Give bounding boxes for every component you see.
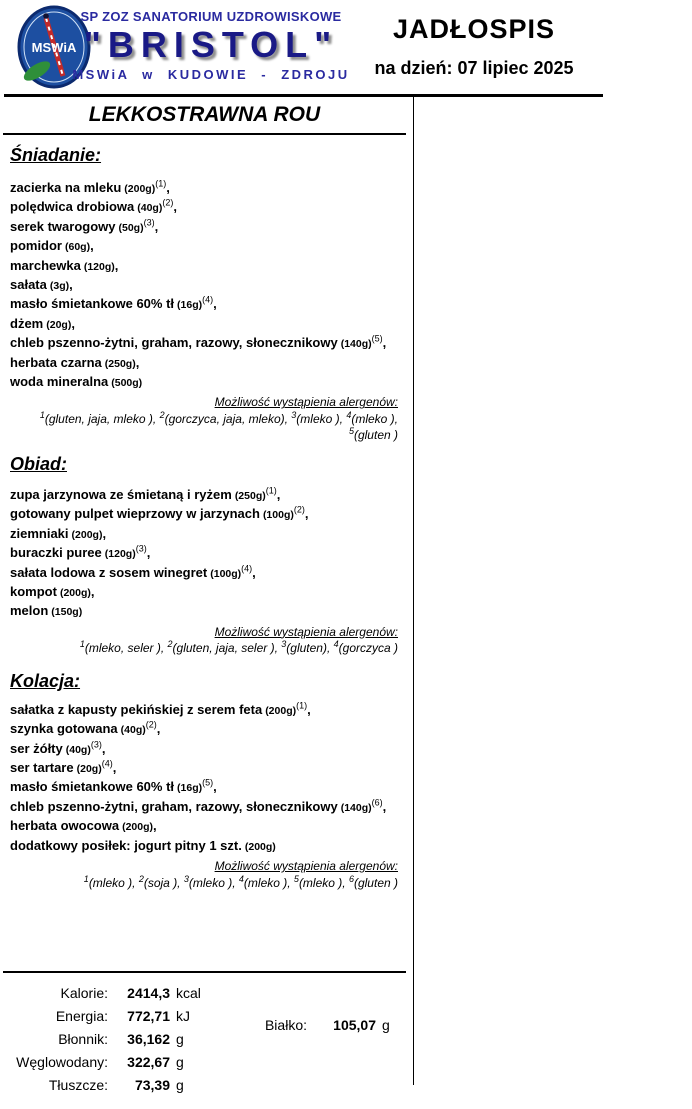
menu-item (10, 583, 406, 602)
item-separator: , (213, 779, 217, 795)
allergen-text: (mleko ), (188, 875, 239, 890)
item-portion: (200g) (59, 587, 91, 599)
menu-item (10, 295, 406, 314)
meal-item-list (10, 179, 406, 392)
allergen-ref: (3) (90, 739, 102, 750)
allergen-entry (348, 873, 398, 890)
item-separator: , (135, 354, 140, 370)
nutrition-row-protein (255, 1014, 390, 1037)
allergen-entry (346, 409, 398, 426)
allergen-text: (gluten, jaja, seler ), (172, 641, 282, 656)
item-separator: , (156, 721, 161, 737)
allergen-entry (138, 873, 184, 890)
nutrition-value: 36,162 (127, 1031, 170, 1047)
allergen-list (3, 411, 398, 444)
nutrition-value: 772,71 (127, 1008, 170, 1024)
allergen-ref: (2) (162, 198, 174, 209)
item-name: zupa jarzynowa ze śmietaną i ryżem (10, 486, 232, 502)
allergen-entry (238, 873, 294, 890)
item-portion: (200g) (122, 821, 154, 834)
item-separator: , (112, 760, 117, 776)
item-portion: (200g) (71, 528, 103, 541)
allergen-entry (183, 873, 239, 890)
allergen-number: 5 (293, 873, 299, 884)
vertical-column-divider (413, 97, 414, 1085)
nutrition-row (3, 982, 406, 1005)
nutrition-rows (3, 982, 406, 1097)
item-name: sałata (10, 277, 47, 293)
item-name: buraczki puree (10, 545, 102, 561)
item-portion: (100g) (262, 509, 294, 522)
item-name: herbata owocowa (10, 818, 120, 834)
meal-item-list (10, 486, 406, 622)
nutrition-summary (3, 971, 406, 1097)
item-separator: , (71, 315, 75, 331)
menu-item (10, 257, 406, 276)
allergen-number: 2 (138, 873, 144, 884)
allergen-text: (mleko ), (296, 411, 347, 426)
allergen-number: 3 (183, 873, 189, 884)
allergen-ref: (2) (145, 719, 157, 730)
nutrition-value: 322,67 (127, 1054, 170, 1070)
item-separator: , (166, 180, 170, 195)
item-portion: (150g) (51, 606, 83, 619)
allergen-number: 3 (281, 639, 287, 650)
item-name: pomidor (10, 238, 62, 254)
nutrition-row (3, 1051, 406, 1074)
allergen-ref: (6) (371, 797, 383, 808)
item-separator: , (252, 564, 256, 580)
allergen-ref: (1) (265, 485, 277, 496)
allergen-entry (168, 641, 282, 655)
allergen-block (3, 624, 398, 657)
allergen-entry (83, 873, 139, 890)
item-name: sałatka z kapusty pekińskiej z serem feta (10, 701, 263, 717)
menu-item (10, 315, 406, 334)
allergen-text: (mleko ), (351, 411, 398, 426)
page-title: JADŁOSPIS (392, 14, 556, 44)
allergen-entry (80, 641, 168, 655)
item-name: woda mineralna (10, 374, 109, 390)
item-separator: , (382, 798, 387, 814)
menu-column (3, 100, 406, 891)
meal-section-lunch (3, 452, 406, 657)
allergen-entry (293, 873, 349, 890)
allergen-number: 1 (39, 409, 45, 420)
item-portion: (16g) (177, 782, 203, 795)
meal-section-breakfast (3, 143, 406, 444)
item-portion: (120g) (104, 548, 136, 561)
item-name: kompot (10, 584, 57, 599)
allergen-text: (gluten ) (353, 428, 398, 443)
item-portion: (50g) (118, 221, 144, 234)
item-separator: , (69, 277, 73, 293)
meal-heading: Obiad: (10, 453, 67, 474)
item-name: chleb pszenno-żytni, graham, razowy, słonecznikowy (10, 798, 338, 814)
allergen-number: 5 (348, 426, 354, 437)
item-name: masło śmietankowe 60% tł (10, 779, 175, 795)
organization-block (66, 9, 356, 82)
menu-item (10, 817, 406, 836)
allergen-text: (mleko, seler ), (84, 641, 168, 656)
item-separator: , (304, 506, 309, 522)
item-portion: (20g) (76, 763, 102, 776)
allergen-ref: (5) (202, 778, 214, 789)
allergen-ref: (3) (135, 543, 147, 554)
menu-item (10, 778, 406, 797)
item-portion: (140g) (340, 338, 372, 351)
meal-heading: Kolacja: (10, 670, 81, 691)
menu-item (10, 525, 406, 544)
nutrition-unit: g (176, 1031, 184, 1047)
item-separator: , (307, 701, 311, 717)
allergen-entry (334, 641, 398, 655)
nutrition-label: Białko: (264, 1017, 307, 1033)
allergen-entry (349, 428, 398, 442)
item-separator: , (382, 335, 387, 351)
menu-item (10, 837, 406, 856)
item-portion: (40g) (137, 202, 163, 215)
allergen-header: Możliwość wystąpienia alergenów: (214, 395, 398, 410)
item-portion: (200g) (265, 704, 297, 717)
item-name: zacierka na mleku (10, 180, 122, 195)
item-portion: (3g) (49, 280, 70, 293)
menu-item (10, 544, 406, 563)
item-name: serek twarogowy (10, 218, 116, 234)
menu-item (10, 564, 406, 583)
diet-title: LEKKOSTRAWNA ROU (88, 103, 321, 126)
menu-item (10, 237, 406, 256)
allergen-ref: (5) (371, 333, 383, 344)
allergen-list (3, 640, 398, 657)
allergen-header: Możliwość wystąpienia alergenów: (214, 859, 398, 874)
item-separator: , (90, 238, 94, 254)
menu-item (10, 334, 406, 353)
allergen-header: Możliwość wystąpienia alergenów: (214, 624, 398, 639)
allergen-entry (39, 409, 160, 426)
nutrition-label: Tłuszcze: (48, 1077, 108, 1093)
item-separator: , (90, 584, 95, 599)
allergen-list (3, 875, 398, 892)
item-portion: (500g) (111, 377, 143, 390)
item-separator: , (146, 545, 151, 561)
item-portion: (120g) (83, 260, 115, 273)
item-separator: , (102, 525, 107, 541)
item-portion: (60g) (65, 241, 91, 254)
allergen-ref: (4) (101, 758, 113, 769)
logo-text: MSWiA (31, 40, 77, 55)
allergen-number: 1 (79, 639, 85, 650)
item-name: dżem (10, 315, 44, 331)
org-name: "BRISTOL" (83, 24, 339, 65)
menu-item (10, 198, 406, 217)
allergen-block (3, 394, 398, 444)
meal-section-dinner (3, 669, 406, 891)
menu-item (10, 218, 406, 237)
menu-item (10, 276, 406, 295)
allergen-ref: (4) (241, 563, 253, 574)
title-block (358, 14, 590, 79)
menu-item (10, 759, 406, 778)
nutrition-row (3, 1074, 406, 1097)
item-separator: , (154, 218, 159, 234)
allergen-entry (291, 409, 347, 426)
allergen-number: 2 (167, 639, 173, 650)
header-divider-line (4, 94, 603, 97)
item-portion: (16g) (177, 299, 203, 312)
item-name: polędwica drobiowa (10, 199, 135, 215)
menu-item (10, 354, 406, 373)
allergen-text: (gorczyca, jaja, mleko), (164, 411, 292, 426)
item-name: ser żółty (10, 740, 63, 756)
item-name: herbata czarna (10, 354, 102, 370)
item-separator: , (276, 486, 281, 502)
allergen-ref: (4) (202, 295, 214, 306)
nutrition-value: 73,39 (134, 1077, 170, 1093)
item-name: marchewka (10, 257, 81, 273)
item-name: sałata lodowa z sosem winegret (10, 564, 208, 580)
menu-item (10, 798, 406, 817)
allergen-number: 4 (346, 409, 352, 420)
allergen-text: (gorczyca ) (338, 641, 398, 656)
nutrition-unit: kJ (176, 1008, 190, 1024)
item-name: ser tartare (10, 760, 74, 776)
item-portion: (40g) (65, 743, 91, 756)
item-name: masło śmietankowe 60% tł (10, 296, 175, 312)
allergen-ref: (2) (293, 505, 305, 516)
item-portion: (140g) (340, 801, 372, 814)
allergen-text: (gluten ) (353, 875, 398, 890)
nutrition-value: 2414,3 (127, 985, 170, 1001)
allergen-number: 3 (291, 409, 297, 420)
allergen-number: 4 (238, 873, 244, 884)
item-name: gotowany pulpet wieprzowy w jarzynach (10, 506, 260, 522)
item-portion: (200g) (124, 183, 156, 195)
allergen-number: 6 (348, 873, 354, 884)
diet-title-rule (3, 133, 406, 135)
item-portion: (250g) (234, 489, 266, 502)
item-separator: , (213, 296, 217, 312)
item-name: chleb pszenno-żytni, graham, razowy, słonecznikowy (10, 335, 338, 351)
item-portion: (20g) (46, 318, 72, 331)
allergen-text: (mleko ), (88, 875, 139, 890)
item-name: szynka gotowana (10, 721, 118, 737)
allergen-text: (mleko ), (243, 875, 294, 890)
menu-item (10, 720, 406, 739)
nutrition-unit: kcal (176, 985, 201, 1001)
item-portion: (100g) (210, 567, 242, 580)
item-separator: , (101, 740, 106, 756)
menu-item (10, 373, 406, 392)
menu-item (10, 486, 406, 505)
menu-item (10, 179, 406, 198)
item-name: melon (10, 603, 49, 619)
allergen-entry (281, 641, 333, 655)
nutrition-unit: g (176, 1077, 184, 1093)
allergen-number: 4 (333, 639, 339, 650)
org-subtitle-top: SP ZOZ SANATORIUM UZDROWISKOWE (80, 9, 342, 24)
menu-item (10, 701, 406, 720)
allergen-ref: (3) (143, 217, 155, 228)
nutrition-label: Energia: (55, 1008, 108, 1024)
menu-item (10, 740, 406, 759)
menu-item (10, 505, 406, 524)
nutrition-label: Błonnik: (58, 1031, 108, 1047)
item-name: ziemniaki (10, 525, 69, 541)
item-portion: (200g) (244, 840, 276, 853)
allergen-text: (gluten, jaja, mleko ), (44, 411, 160, 426)
meal-item-list (10, 701, 406, 856)
item-portion: (250g) (104, 357, 136, 370)
allergen-ref: (1) (296, 700, 308, 711)
nutrition-unit: g (382, 1017, 390, 1033)
nutrition-value: 105,07 (333, 1017, 376, 1033)
allergen-text: (gluten), (286, 641, 334, 656)
allergen-block (3, 858, 398, 891)
org-subtitle-bottom: MSWiA w KUDOWIE - ZDROJU (72, 67, 350, 82)
item-name: dodatkowy posiłek: jogurt pitny 1 szt. (10, 837, 242, 853)
item-separator: , (173, 199, 177, 215)
date-line: na dzień: 07 lipiec 2025 (374, 58, 574, 78)
menu-item (10, 602, 406, 621)
allergen-number: 1 (83, 873, 89, 884)
nutrition-label: Węglowodany: (16, 1054, 108, 1070)
allergen-text: (soja ), (143, 875, 184, 890)
meal-heading: Śniadanie: (10, 145, 102, 165)
item-separator: , (153, 818, 157, 834)
allergen-text: (mleko ), (298, 875, 349, 890)
allergen-entry (159, 409, 292, 426)
nutrition-unit: g (176, 1054, 184, 1070)
nutrition-label: Kalorie: (60, 985, 108, 1001)
item-portion: (40g) (120, 724, 146, 737)
allergen-number: 2 (159, 409, 165, 420)
allergen-ref: (1) (155, 178, 167, 189)
item-separator: , (114, 257, 119, 273)
